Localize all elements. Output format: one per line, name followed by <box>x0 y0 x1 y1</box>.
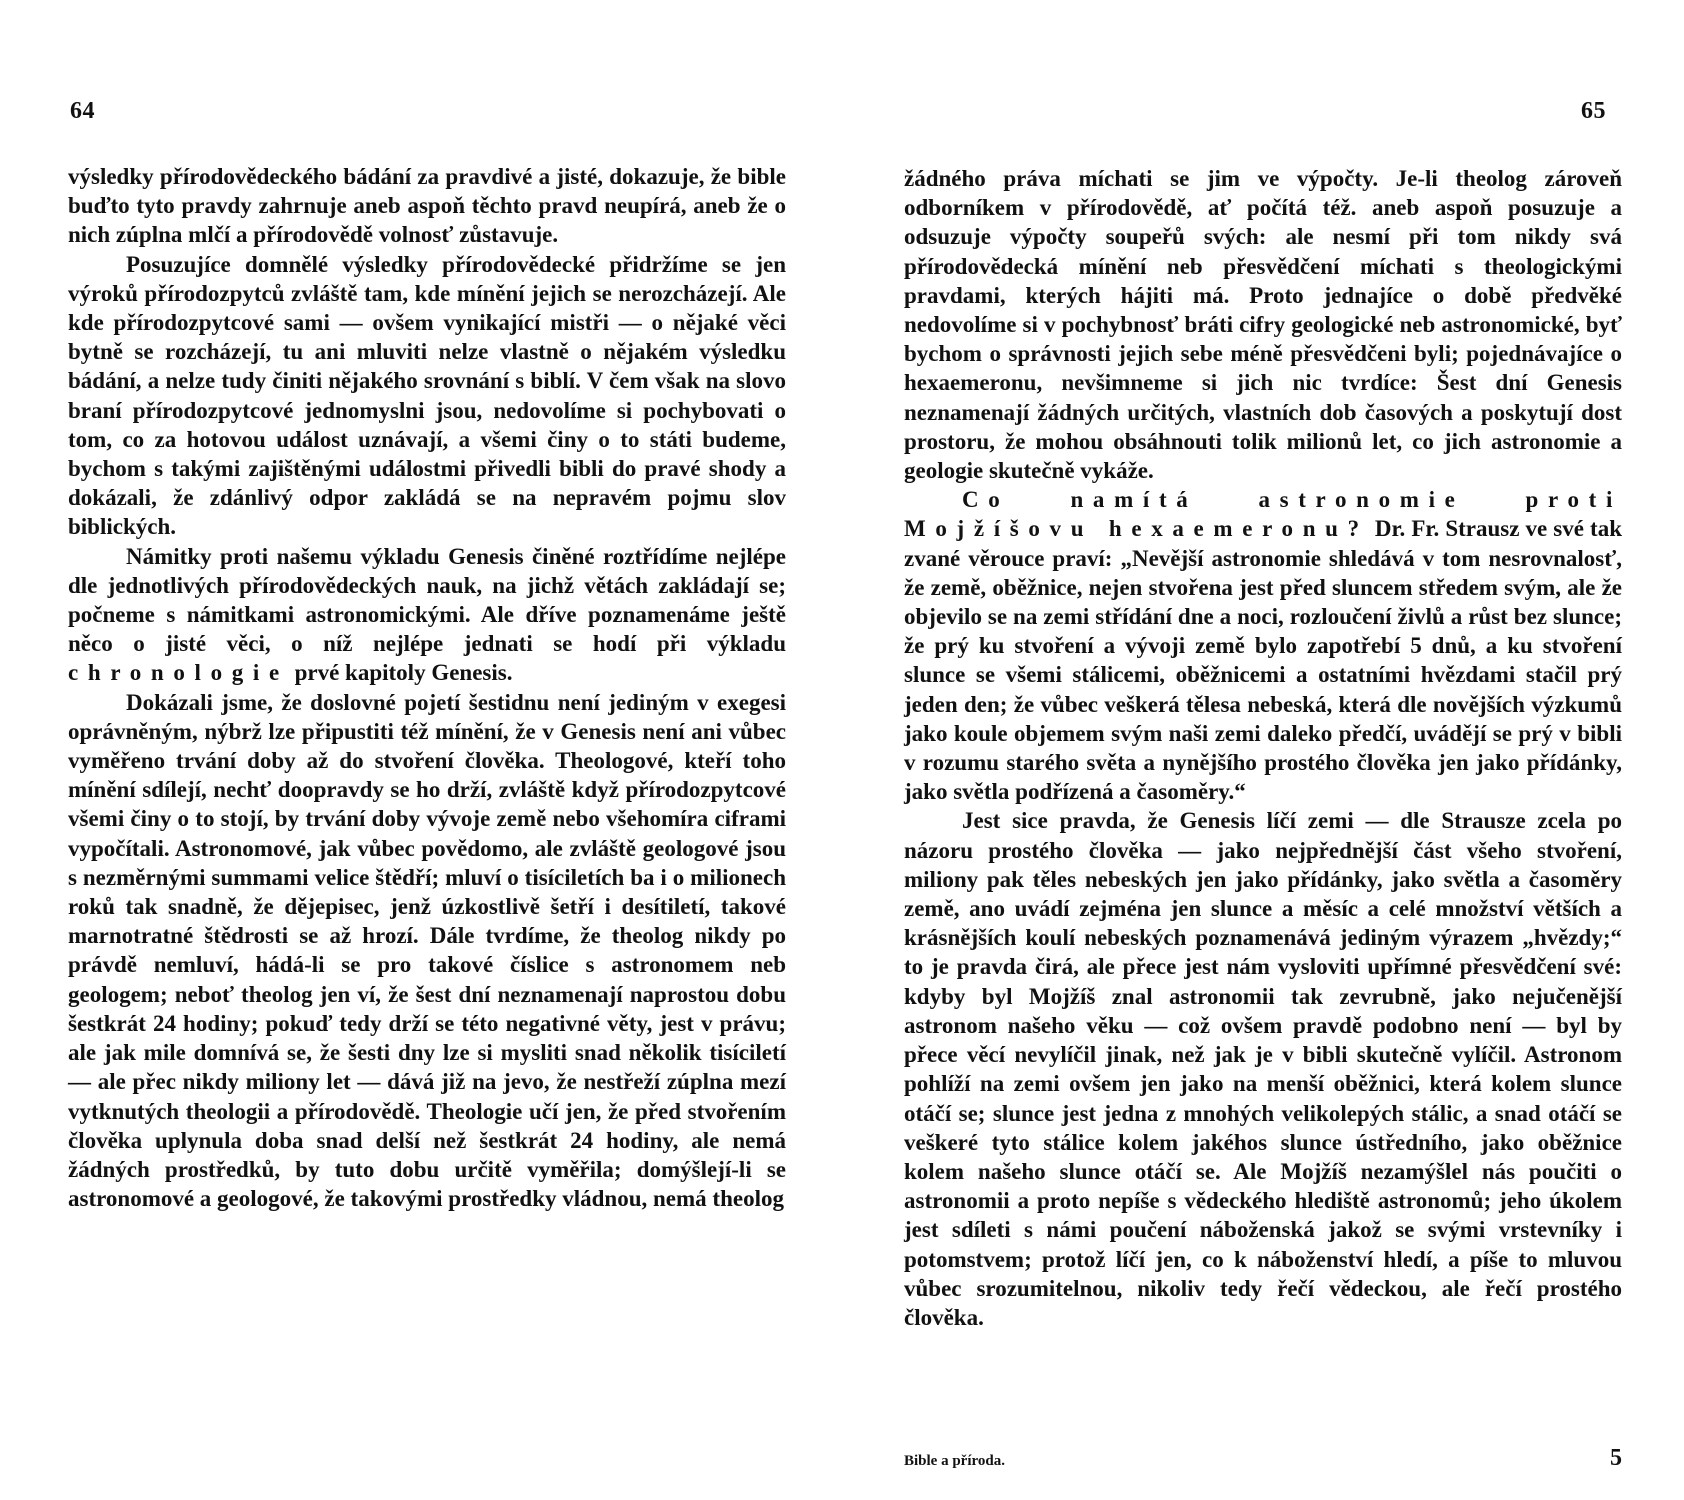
paragraph-text: Dr. Fr. Strausz ve své tak zvané věrouce praví: „Nevější astronomie shledává v tom nesrovnalosť, že země, oběžnice, nejen stvořena jest před sluncem středem svým, ale že objevilo se na zemi střídání dne a noci, rozloučení živlů a růst bez slunce; že prý ku stvoření a vývoji země bylo zapotřebí 5 dnů, a ku stvoření slunce se všemi stálicemi, oběžnicemi a ostatními hvězdami stačil prý jeden den; že vůbec veškerá tělesa nebeská, která dle novějších výzkumů jako koule objemem svým naši zemi daleko předčí, uvádějí se prý v bibli v rozumu starého světa a nynějšího prostého člověka jen jako přídánky, jako světla podřízená a časoměry.“ <box>904 516 1622 805</box>
page-number: 64 <box>70 98 95 124</box>
paragraph: žádného práva míchati se jim ve výpočty. Je-li theolog zároveň odborníkem v přírodovědě, ať počítá též. aneb aspoň posuzuje a odsuzuje výpočty soupeřů svých: ale nesmí při tom nikdy svá přírodovědecká mínění neb přesvědčení míchati s theologickými pravdami, kterých hájiti má. Proto jednajíce o době předvěké nedovolíme si v pochybnosť bráti cifry geologické neb astronomické, byť bychom o správnosti jejich sebe méně přesvědčeni byli; pojednávajíce o hexaemeronu, nevšimneme si jich nic tvrdíce: Šest dní Genesis neznamenají žádných určitých, vlastních dob časových a poskytují dost prostoru, že mohou obsáhnouti tolik milionů let, co jich astronomie a geologie skutečně vykáže. <box>904 166 1622 484</box>
paragraph: Jest sice pravda, že Genesis líčí zemi — dle Strausze zcela po názoru prostého člověka — jako nejpřednější část všeho stvoření, miliony pak těles nebeských jen jako přídánky, jako světla a časoměry země, ano uvádí zejména jen slunce a měsíc a celé množství větších a krásnějších koulí nebeských poznamenává jediným výrazem „hvězdy;“ to je pravda čirá, ale přece jest nám vysloviti upřímné přesvědčení své: kdyby byl Mojžíš znal astronomii tak zevrubně, jako nejučenější astronom našeho věku — což ovšem pravdě podobno není — byl by přece věcí nevylíčil jinak, než jak je v bibli skutečně vylíčil. Astronom pohlíží na zemi ovšem jen jako na menší oběžnici, která kolem slunce otáčí se; slunce jest jedna z mnohých velikolepých stálic, a snad otáčí se veškeré tyto stálice kolem jakéhos slunce ústředního, jako oběžnice kolem našeho slunce otáčí se. Ale Mojžíš nezamýšlel nás poučiti o astronomii a proto nepíše s vědeckého hlediště astronomů; jeho úkolem jest sdíleti s námi poučení náboženská jakož se svými vrstevníky i potomstvem; protož líčí jen, co k náboženství hledí, a píše to mluvou vůbec srozumitelnou, nikoliv tedy řečí vědeckou, ale řečí prostého člověka. <box>904 808 1622 1330</box>
page-footer <box>904 1445 1622 1477</box>
text-column <box>68 162 786 1213</box>
paragraph <box>68 542 786 688</box>
paragraph: Dokázali jsme, že doslovné pojetí šestidnu není jediným v exegesi oprávněným, nýbrž lze připustiti též mínění, že v Genesis není ani vůbec vyměřeno trvání doby až do stvoření člověka. Theologové, kteří toho mínění sdílejí, nechť doopravdy se ho drží, zvláště když přírodozpytcové všemi činy o to stojí, by trvání doby vývoje země nebo všehomíra ciframi vypočítali. Astronomové, jak vůbec povědomo, ale zvláště geologové jsou s nezměrnými summami velice štědří; mluví o tisíciletích ba i o milionech roků tak snadně, že dějepisec, jenž úzkostlivě šetří i desítiletí, takové marnotratné štědrosti se až hrozí. Dále tvrdíme, že theolog nikdy po právdě nemluví, hádá-li se pro takové číslice s astronomem neb geologem; neboť theolog jen ví, že šest dní neznamenají naprostou dobu šestkrát 24 hodiny; pokuď tedy drží se této negativné věty, jest v právu; ale jak mile domnívá se, že šesti dny lze si mysliti snad několik tisíciletí — ale přec nikdy miliony let — dává již na jevo, že nestřeží zúplna mezí vytknutých theologii a přírodovědě. Theologie učí jen, že před stvořením člověka uplynula doba snad delší než šestkrát 24 hodiny, ale nemá žádných prostředků, by tuto dobu určitě vyměřila; domýšlejí-li se astronomové a geologové, že takovými prostředky vládnou, nemá theolog <box>68 689 786 1212</box>
paragraph: Posuzujíce domnělé výsledky přírodovědecké přidržíme se jen výroků přírodozpytců zvláště tam, kde mínění jejich se nerozcházejí. Ale kde přírodozpytcové sami — ovšem vynikající mistři — o nějaké věci bytně se rozcházejí, tu ani mluviti nelze vlastně o nějakém výsledku bádání, a nelze tudy činiti nějakého srovnání s biblí. V čem však na slovo braní přírodozpytcové jednomyslni jsou, nedovolíme si pochybovati o tom, co za hotovou událost uznávají, a všemi činy o to státi budeme, bychom s takými zajištěnými událostmi přivedli bibli do pravé shody a dokázali, že zdánlivý odpor zakládá se na nepravém pojmu slov biblických. <box>68 251 786 540</box>
spaced-term: chronologie <box>68 660 289 686</box>
paragraph-text: prvé kapitoly Genesis. <box>288 660 513 686</box>
paragraph-text: Námitky proti našemu výkladu Genesis činěné roztřídíme nejlépe dle jednotlivých přírodovědeckých nauk, na jichž větách zakládají se; počneme s námitkami astronomickými. Ale dříve poznamenáme ještě něco o jisté věci, o níž nejlépe jednati se hodí při výkladu <box>68 543 786 657</box>
page-number: 65 <box>1581 98 1606 124</box>
signature-number: 5 <box>1610 1445 1622 1471</box>
paragraph: výsledky přírodovědeckého bádání za pravdivé a jisté, dokazuje, že bible buďto tyto pravdy zahrnuje aneb aspoň těchto pravd neupírá, aneb že o nich zúplna mlčí a přírodovědě volnosť zůstavuje. <box>68 164 786 248</box>
paragraph <box>904 485 1622 806</box>
signature-mark: Bible a příroda. <box>904 1453 1005 1469</box>
spaced-question: Co namítá astronomie proti Mojžíšovu hexaemeronu? <box>904 487 1622 542</box>
right-page <box>842 0 1684 1500</box>
text-column <box>904 164 1622 1332</box>
